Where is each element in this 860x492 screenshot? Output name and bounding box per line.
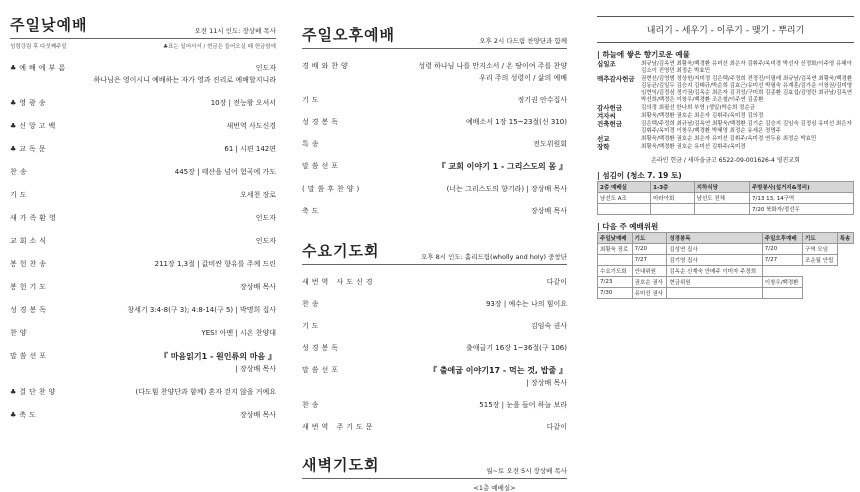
order-label: 찬송 bbox=[10, 168, 30, 176]
table-cell: 이창우/백경환 bbox=[762, 277, 802, 288]
morning-meta: 오전 11시 인도: 장상배 목사 bbox=[194, 27, 276, 35]
order-value: 장상배 목사 bbox=[530, 207, 567, 215]
table-cell: 7/27 bbox=[632, 255, 667, 266]
order-value: | 장상배 목사 bbox=[235, 365, 276, 373]
table-row bbox=[598, 288, 854, 299]
table-cell: 지하식당 bbox=[694, 182, 749, 193]
dawn-title: 새벽기도회 bbox=[302, 456, 380, 474]
order-value: 전도위원회 bbox=[533, 140, 567, 148]
order-value: 성령 하나님 나를 만지소서 / 온 땅이여 주를 찬양 bbox=[418, 62, 567, 70]
morning-service-column bbox=[0, 0, 286, 481]
table-cell: 7/30 bbox=[598, 288, 633, 299]
order-row bbox=[302, 139, 567, 149]
table-row bbox=[598, 277, 854, 288]
order-label: (말씀후찬양) bbox=[302, 185, 363, 193]
order-row bbox=[10, 305, 276, 315]
order-row bbox=[10, 259, 276, 269]
order-value: 10장 | 전능왕 오셔서 bbox=[210, 99, 276, 107]
order-value: 장상배 목사 bbox=[239, 283, 276, 291]
offering-row bbox=[597, 105, 854, 112]
order-row bbox=[302, 400, 567, 410]
offering-row bbox=[597, 113, 854, 120]
order-row bbox=[302, 321, 567, 331]
order-label: ♣교독문 bbox=[10, 145, 49, 153]
order-value: 김임숙 권사 bbox=[530, 322, 567, 330]
next-week-table bbox=[597, 232, 854, 299]
offering-title: | 하늘에 쌓은 향기로운 예물 bbox=[597, 50, 690, 59]
table-cell: 김성연 집사 bbox=[667, 244, 762, 255]
table-cell: 7/20 bbox=[762, 244, 802, 255]
offering-names: 최규남/김옥연 최황욱/백경환 유미선 최은자 김휘주/옥미경 박선자 신정화/이주영 유혜아 김소이 진영민 최정순 박효민 bbox=[641, 61, 852, 74]
offering-list bbox=[597, 61, 854, 151]
order-value: 인도자 bbox=[255, 237, 276, 245]
order-value: 장상배 목사 bbox=[239, 411, 276, 419]
offering-label: 장학 bbox=[597, 143, 610, 151]
order-value: 211장 1,3절 | 값비싼 향유를 주께 드린 bbox=[154, 260, 276, 268]
table-row bbox=[598, 255, 854, 266]
afternoon-wednesday-column bbox=[292, 0, 575, 492]
attendance-title: | 섬김이 (청소 7. 19 토) bbox=[597, 171, 682, 180]
table-cell: 마라아회 bbox=[651, 193, 695, 204]
order-label: 성경봉독 bbox=[302, 118, 342, 126]
table-cell: 1-3층 bbox=[651, 182, 695, 193]
offering-names: 김은택/주정희 최규남/김옥연 최황욱/백경환 김기순 김승지 김임숙 김정심 유미선 최은자 김휘주/옥미경 이창우/백경환 박혜영 최정순 유세은 정명주 bbox=[641, 121, 852, 134]
order-row bbox=[302, 299, 567, 309]
order-row bbox=[10, 144, 276, 154]
order-label: 말씀선포 bbox=[302, 162, 342, 170]
order-label: ♣축도 bbox=[10, 411, 39, 419]
order-value: 다같이 bbox=[546, 278, 567, 286]
order-label: 성경봉독 bbox=[10, 306, 50, 314]
table-cell: 7/20 북화자/정선우 bbox=[749, 204, 853, 215]
order-row bbox=[302, 95, 567, 105]
offering-names: 최황욱/백경환 권호순 최은자 김휘주/옥미경 김의정 bbox=[641, 113, 764, 119]
order-row bbox=[10, 75, 276, 85]
table-cell: 2층 예배실 bbox=[598, 182, 651, 193]
order-value: 정기권 안수집사 bbox=[517, 96, 567, 104]
order-row bbox=[10, 98, 276, 108]
afternoon-header bbox=[302, 24, 567, 49]
table-cell: 주방봉사(설거지&정리) bbox=[749, 182, 853, 193]
table-cell: 7/27 bbox=[762, 255, 802, 266]
order-label: ♣결단찬양 bbox=[10, 388, 59, 396]
order-label: 찬양 bbox=[10, 329, 30, 337]
table-cell: 남선도 A조 bbox=[598, 193, 651, 204]
order-row bbox=[302, 365, 567, 376]
table-cell bbox=[651, 204, 695, 215]
offering-label: 맥추감사헌금 bbox=[597, 75, 635, 83]
order-label: 기도 bbox=[302, 322, 322, 330]
morning-note-left: 성령강림 후 다섯째주일 bbox=[10, 44, 67, 50]
table-row bbox=[598, 193, 854, 204]
order-row bbox=[10, 387, 276, 397]
order-value: 『 마음읽기1 - 원인류의 마음 』 bbox=[159, 352, 276, 361]
order-row bbox=[302, 73, 567, 83]
table-cell: 김옥순 신재숙 안매주 이미자 주정희 bbox=[667, 266, 762, 277]
order-label: 기도 bbox=[10, 191, 30, 199]
table-cell: 권호순 권사 bbox=[632, 277, 667, 288]
offering-label: 감사헌금 bbox=[597, 104, 623, 112]
order-value: 『 교회 이야기 1 - 그리스도의 몸 』 bbox=[437, 162, 567, 171]
order-row bbox=[302, 422, 567, 432]
order-row bbox=[302, 277, 567, 287]
order-row bbox=[10, 63, 276, 73]
dawn-header bbox=[302, 454, 567, 479]
order-value: 『 출애굽 이야기17 - 먹는 것, 밥줄 』 bbox=[429, 366, 567, 375]
table-cell: 기도 bbox=[632, 233, 667, 244]
order-value: 하나님은 영이시니 예배하는 자가 영과 진리로 예배할지니라 bbox=[93, 76, 276, 84]
offering-names: 최황욱/백경환 권호순 유미선 김휘주/옥미경 bbox=[641, 144, 746, 150]
table-cell: 7/23 bbox=[598, 277, 633, 288]
order-value: 다같이 bbox=[546, 423, 567, 431]
morning-title: 주일낮예배 bbox=[10, 16, 88, 34]
offering-label: 선교 bbox=[597, 135, 610, 143]
afternoon-title: 주일오후예배 bbox=[302, 26, 395, 44]
table-row bbox=[598, 244, 854, 255]
order-row bbox=[10, 328, 276, 338]
table-cell: 유미선 권사 bbox=[632, 288, 667, 299]
table-row bbox=[598, 182, 854, 193]
order-row bbox=[10, 167, 276, 177]
offering-names: 권현선/김영범 정상헌/지미정 김은택/주정희 전경진/이필레 최규남/김옥연 최황욱/백경환 김동균/김일두 김승지 김태규/박순희 김효근/유미선 박필숙 유재훈/김가운 이창권/김미영 임현익/김정심 정기권/김옥순 최은자 김귀성/구미희 김종환 김효섭/김영란 최규남/김옥연 박선희/백정은 이창우/백경환 조은철/이주연 김종환 bbox=[641, 76, 853, 103]
order-row bbox=[302, 161, 567, 172]
order-row bbox=[10, 213, 276, 223]
table-cell bbox=[694, 204, 749, 215]
order-label: 성경봉독 bbox=[302, 344, 342, 352]
order-row bbox=[302, 343, 567, 353]
order-value: 예배소서 1장 15~23절(신 310) bbox=[466, 118, 567, 126]
offering-names: 김의정 최필선 한나희 부영 (생일)박순희 정순금 bbox=[641, 105, 755, 111]
order-row bbox=[10, 351, 276, 362]
offering-row bbox=[597, 144, 854, 151]
table-row bbox=[598, 233, 854, 244]
order-value: 61 | 시편 142편 bbox=[224, 145, 276, 153]
online-account: 온라인 헌금 / 새마을금고 6522-09-001626-4 영진교회 bbox=[651, 157, 800, 164]
table-cell bbox=[598, 204, 651, 215]
table-cell: 7/13 13, 14구역 bbox=[749, 193, 853, 204]
table-cell: 남선도 전체 bbox=[694, 193, 749, 204]
order-value: 새번역 사도신경 bbox=[226, 122, 276, 130]
order-value: 93장 | 예수는 나의 힘이요 bbox=[485, 300, 567, 308]
morning-note-right: ♣표는 일어서서 / 현금은 들어오실 때 헌금함에 bbox=[163, 44, 276, 50]
order-value: 오세천 장로 bbox=[239, 191, 276, 199]
order-row bbox=[302, 61, 567, 71]
offering-label: 겨자씨 bbox=[597, 112, 616, 120]
table-cell: 최황욱 장로 bbox=[598, 244, 633, 255]
offering-row bbox=[597, 61, 854, 75]
order-row bbox=[10, 121, 276, 131]
morning-header bbox=[10, 14, 276, 39]
table-cell: 7/20 bbox=[632, 244, 667, 255]
order-label: ♣신앙고백 bbox=[10, 122, 59, 130]
afternoon-meta: 오후 2시 다드림 찬양단과 함께 bbox=[479, 37, 567, 45]
order-label: 말씀선포 bbox=[302, 366, 342, 374]
table-cell bbox=[762, 288, 802, 299]
order-label: 기도 bbox=[302, 96, 322, 104]
table-cell: 성경봉독 bbox=[667, 233, 762, 244]
order-value: YES! 아멘 | 시온 찬양대 bbox=[201, 329, 276, 337]
attendance-table bbox=[597, 181, 854, 215]
table-cell: 조운월 안립 bbox=[803, 255, 838, 266]
order-label: 새가족환영 bbox=[10, 214, 59, 222]
wednesday-title: 수요기도회 bbox=[302, 242, 380, 260]
table-cell bbox=[598, 255, 633, 266]
dawn-meta: 월~토 오전 5시 장상배 목사 bbox=[486, 467, 567, 475]
offering-label: 십일조 bbox=[597, 60, 616, 68]
table-cell: 수요기도회 bbox=[598, 266, 633, 277]
order-value: 창세기 3:4-8(구 3); 4:8-14(구 5) | 박명희 집사 bbox=[127, 306, 276, 314]
table-cell bbox=[667, 288, 762, 299]
morning-subnote bbox=[10, 42, 276, 50]
table-row bbox=[598, 204, 854, 215]
order-row bbox=[10, 190, 276, 200]
dawn-location: <1층 예배실> bbox=[473, 484, 516, 492]
wednesday-meta: 오후 8시 인도: 홀리드림(wholly and holy) 중창단 bbox=[421, 253, 567, 261]
order-label: 찬송 bbox=[302, 401, 322, 409]
order-label: 말씀선포 bbox=[10, 352, 50, 360]
order-label: 특송 bbox=[302, 140, 322, 148]
order-row bbox=[302, 184, 567, 194]
table-cell: 김기영 집사 bbox=[667, 255, 762, 266]
table-cell: 기도 bbox=[803, 233, 838, 244]
order-label: ♣예배에부름 bbox=[10, 64, 69, 72]
next-week-title: | 다음 주 예배위원 bbox=[597, 222, 659, 231]
offering-row bbox=[597, 121, 854, 135]
order-label: ♣영광송 bbox=[10, 99, 49, 107]
order-value: 445장 | 태산을 넘어 험곡에 가도 bbox=[174, 168, 276, 176]
order-row bbox=[10, 364, 276, 374]
afternoon-order-list bbox=[302, 61, 567, 216]
offering-names: 최황욱/백경환 권호순 최은자 유미선 김휘주/옥미경 연두용 최정순 박효민 bbox=[641, 136, 817, 142]
order-label: 축도 bbox=[302, 207, 322, 215]
church-motto: 내리기 - 세우기 - 이루기 - 맺기 - 뿌리기 bbox=[597, 16, 854, 43]
order-row bbox=[10, 410, 276, 420]
order-row bbox=[302, 117, 567, 127]
order-value: (다도힘 찬양단과 함께) 혼자 걷지 않을 거예요 bbox=[135, 388, 276, 396]
offering-column bbox=[591, 0, 860, 481]
order-value: (너는 그리스도의 향기라) | 장상배 목사 bbox=[446, 185, 567, 193]
table-cell: 안내위원 bbox=[632, 266, 667, 277]
order-value: 인도자 bbox=[255, 214, 276, 222]
wednesday-order-list bbox=[302, 277, 567, 432]
order-row bbox=[10, 236, 276, 246]
offering-row bbox=[597, 76, 854, 104]
table-cell: 특송 bbox=[837, 233, 853, 244]
table-row bbox=[598, 266, 854, 277]
order-value: 인도자 bbox=[255, 64, 276, 72]
table-cell: 구역 모임 bbox=[803, 244, 838, 255]
order-label: 새번역 사도신경 bbox=[302, 278, 376, 286]
order-label: 찬송 bbox=[302, 300, 322, 308]
morning-order-list bbox=[10, 63, 276, 420]
order-value: | 장상배 목사 bbox=[526, 379, 567, 387]
order-value: 출애굽기 16장 1~36절(구 106) bbox=[466, 344, 567, 352]
order-row bbox=[10, 282, 276, 292]
offering-row bbox=[597, 136, 854, 143]
order-label: 봉헌찬송 bbox=[10, 260, 50, 268]
order-label: 경배와찬양 bbox=[302, 62, 351, 70]
order-row bbox=[302, 206, 567, 216]
order-label: 봉헌기도 bbox=[10, 283, 50, 291]
order-label: 새번역 주기도문 bbox=[302, 423, 376, 431]
wednesday-header bbox=[302, 240, 567, 265]
offering-label: 건축헌금 bbox=[597, 120, 623, 128]
table-cell: 주일오후예배 bbox=[762, 233, 802, 244]
order-value: 515장 | 눈을 들어 하늘 보라 bbox=[479, 401, 567, 409]
order-row bbox=[302, 378, 567, 388]
order-label: 교회소식 bbox=[10, 237, 50, 245]
order-value: 우리 주의 성령이 / 삶의 예배 bbox=[479, 74, 567, 82]
table-cell: 현금위원 bbox=[667, 277, 762, 288]
table-cell: 주일낮예배 bbox=[598, 233, 633, 244]
